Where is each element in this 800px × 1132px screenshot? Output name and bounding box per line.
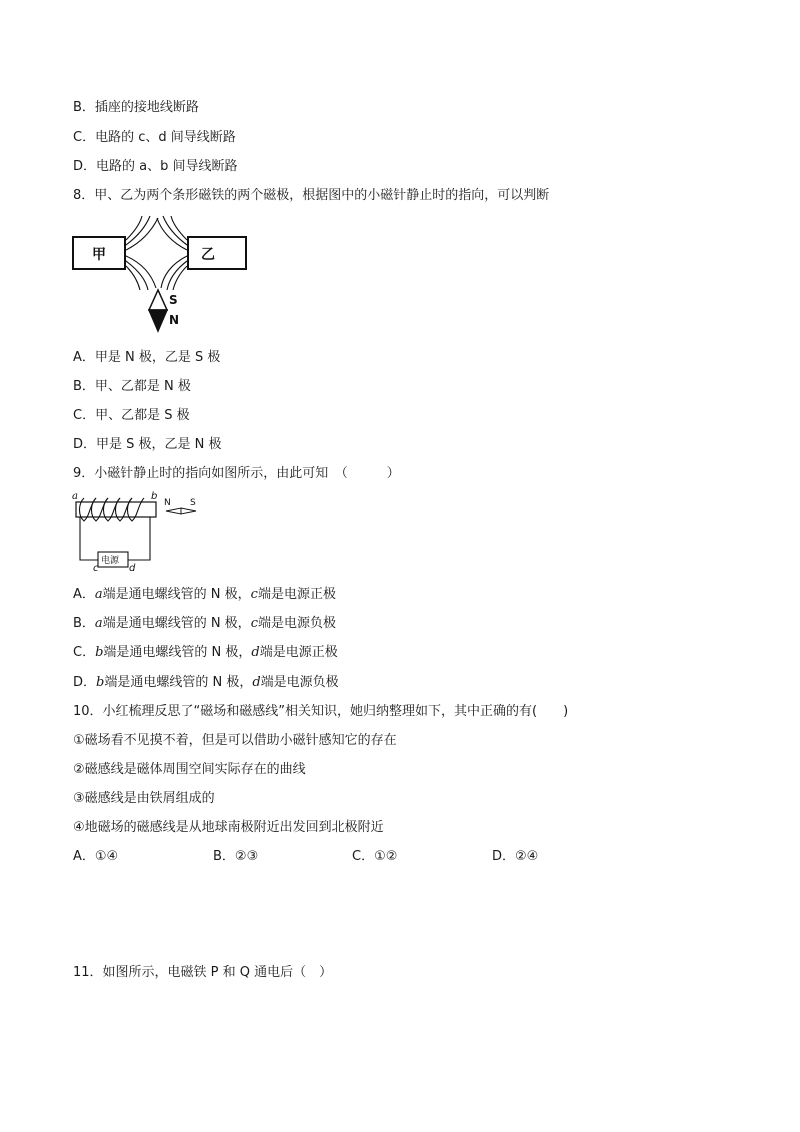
field-lines xyxy=(126,216,187,290)
terminal-a-label: a xyxy=(72,491,78,502)
terminal-d-label: d xyxy=(129,563,136,572)
q8-stem: 8．甲、乙为两个条形磁铁的两个磁极，根据图中的小磁针静止时的指向，可以判断 xyxy=(73,188,550,203)
terminal-b-label: b xyxy=(151,491,158,502)
q10-statement-1: ①磁场看不见摸不着，但是可以借助小磁针感知它的存在 xyxy=(73,733,397,748)
q10-option-d: D．②④ xyxy=(492,849,539,864)
q10-stem: 10．小红梳理反思了“磁场和磁感线”相关知识，她归纳整理如下，其中正确的有( ) xyxy=(73,704,569,719)
q9-stem: 9．小磁针静止时的指向如图所示，由此可知 （ ） xyxy=(73,466,400,481)
q10-statement-3: ③磁感线是由铁屑组成的 xyxy=(73,791,215,806)
q8-magnet-figure xyxy=(70,214,250,334)
q11-stem: 11．如图所示，电磁铁 P 和 Q 通电后（ ） xyxy=(73,965,333,980)
q7-option-d: D．电路的 a、b 间导线断路 xyxy=(73,159,238,174)
magnet-jia-label: 甲 xyxy=(92,247,106,263)
q10-option-c: C．①② xyxy=(352,849,398,864)
needle-n-label: N xyxy=(169,313,180,327)
small-needle-s-label: S xyxy=(190,498,196,508)
q10-statement-4: ④地磁场的磁感线是从地球南极附近出发回到北极附近 xyxy=(73,820,384,835)
power-source-label: 电源 xyxy=(101,556,120,566)
q8-option-a: A．甲是 N 极，乙是 S 极 xyxy=(73,350,221,365)
q7-option-b: B．插座的接地线断路 xyxy=(73,100,199,115)
q10-option-b: B．②③ xyxy=(213,849,259,864)
q9-option-a: A．a端是通电螺线管的 N 极，c端是电源正极 xyxy=(73,587,336,602)
q9-option-c: C．b端是通电螺线管的 N 极，d端是电源正极 xyxy=(73,645,338,660)
q9-solenoid-figure xyxy=(70,490,210,572)
q9-option-b: B．a端是通电螺线管的 N 极，c端是电源负极 xyxy=(73,616,336,631)
q10-options xyxy=(73,848,593,866)
q8-option-b: B．甲、乙都是 N 极 xyxy=(73,379,191,394)
q10-statement-2: ②磁感线是磁体周围空间实际存在的曲线 xyxy=(73,762,306,777)
needle-s-label: S xyxy=(169,293,178,307)
small-compass-needle xyxy=(164,498,196,514)
q8-option-d: D．甲是 S 极，乙是 N 极 xyxy=(73,437,222,452)
magnet-yi-label: 乙 xyxy=(201,247,215,263)
q7-option-c: C．电路的 c、d 间导线断路 xyxy=(73,130,236,145)
small-needle-n-label: N xyxy=(164,498,171,508)
magnet-yi xyxy=(188,237,246,269)
compass-needle xyxy=(149,290,179,331)
q9-option-d: D．b端是通电螺线管的 N 极，d端是电源负极 xyxy=(73,675,339,690)
q8-option-c: C．甲、乙都是 S 极 xyxy=(73,408,190,423)
q10-option-a: A．①④ xyxy=(73,849,119,864)
terminal-c-label: c xyxy=(93,563,99,572)
